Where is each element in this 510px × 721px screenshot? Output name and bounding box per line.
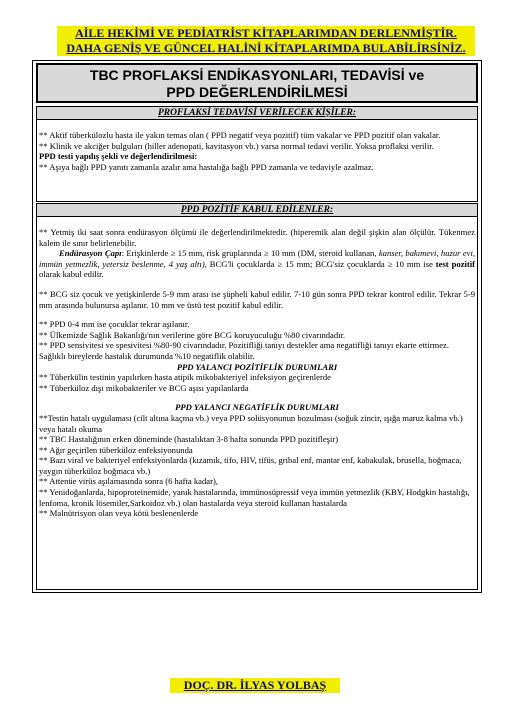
prophylaxis-para-3: ** Aşıya bağlı PPD yanıtı zamanla azalır ama hastalığa bağlı PPD zamanla ve tedaviyle azalmaz. bbox=[39, 161, 374, 172]
prophylaxis-para-1: ** Aktif tüberkülozlu hasta ile yakın temas olan ( PPD negatif veya pozitif) tüm vakalar ve PPD pozitif olan vakalar. bbox=[39, 130, 441, 140]
ppd-para-1: ** Yetmiş iki saat sonra endürasyon ölçümü ile değerlendirilmektedir. (hiperemik alan değil şişkin alan ölçülür. Tükenmez kalem ile sınır belirlenebilir. bbox=[39, 227, 475, 248]
induration-label: Endürasyon Çapı bbox=[59, 248, 122, 259]
false-negative-item-1: **Testin hatalı uygulaması (cilt altına kaçma vb.) veya PPD solüsyonunun bozulması (soğuk zincir, ışığa maruz kalma vb.) veya hatalı okuma bbox=[39, 412, 463, 434]
title-line-2: PPD DEĞERLENDİRİLMESİ bbox=[166, 84, 348, 100]
test-positive-emphasis: test pozitif bbox=[435, 258, 476, 269]
ppd-para-4: ** PPD 0-4 mm ise çocuklar tekrar aşılanır. bbox=[39, 319, 190, 330]
source-banner bbox=[57, 26, 475, 56]
author-credit: DOÇ. DR. İLYAS YOLBAŞ bbox=[170, 678, 340, 693]
false-negative-item-2: ** TBC Hastalığının erken döneminde (hastalıktan 3-8 hafta sonunda PPD pozitifleşir) bbox=[39, 434, 339, 445]
false-negative-item-3: ** Ağır geçirilen tüberküloz enfeksiyonunda bbox=[39, 444, 193, 455]
false-positive-heading: PPD YALANCI POZİTİFLİK DURUMLARI bbox=[176, 361, 338, 372]
false-negative-item-7: ** Malnütrisyon olan veya kötü beslenenlerde bbox=[39, 508, 199, 519]
ppd-para-5: ** Ülkemizde Sağlık Bakanlığı'nın verilerine göre BCG koruyuculuğu %80 civarındadır. bbox=[39, 329, 346, 340]
false-negative-item-5: ** Attenüe virüs aşılamasında sonra (6 hafta kadar), bbox=[39, 476, 218, 487]
ppd-positive-heading: PPD POZİTİF KABUL EDİLENLER: bbox=[37, 204, 477, 217]
induration-text-c: , BCG'li çocuklarda ≥ 15 mm; BCG'siz çocuklarda ≥ 10 mm ise bbox=[204, 258, 433, 269]
false-positive-item-2: ** Tüberküloz dışı mikobakteriler ve BCG aşısı yapılanlarda bbox=[39, 382, 249, 393]
ppd-induration-para bbox=[39, 248, 475, 280]
false-negative-heading: PPD YALANCI NEGATİFLİK DURUMLARI bbox=[175, 402, 339, 413]
induration-risk-groups: kanser, bakımevi, huzur evi, immün yetmezlik, yetersiz beslenme, 4 yaş altı) bbox=[39, 248, 476, 269]
prophylaxis-para-2: ** Klinik ve akciğer bulguları (hiller adenopati, kavitasyon vb.) varsa normal tedavi verilir. Yoksa proflaksi verilir. bbox=[39, 140, 434, 151]
title-line-1: TBC PROFLAKSİ ENDİKASYONLARI, TEDAVİSİ ve bbox=[89, 67, 425, 83]
page-title bbox=[36, 63, 478, 103]
false-positive-item-1: ** Tüberkülin testinin yapılırken hasta atipik mikobakteriyel infeksiyon geçirenlerde bbox=[39, 372, 331, 383]
false-negative-item-6: ** Yenidoğanlarda, hipoproteinemide, yanık hastalarında, immünosüpressif veya immün yetmezlik (KBY, Hodgkin hastalığı, lenfoma, kronik lösemiler,Sarkoidoz vb.) olan hastalarda veya steroid kullanan hastalarda bbox=[39, 487, 470, 508]
induration-text-e: olarak kabul edilir. bbox=[39, 269, 104, 280]
ppd-para-6: ** PPD sensivitesi ve spesivitesi %80-90 civarındadır. Pozitifliği tanıyı destekler ama negatifliği tanıyı ekarte ettirmez. Sağlıklı bireylerde hastalık durumunda %10 negatiflik olabilir. bbox=[39, 340, 450, 361]
induration-text-a: : Erişkinlerde ≥ 15 mm, risk gruplarında ≥ 10 mm (DM, steroid kullanan, bbox=[121, 248, 377, 259]
false-negative-item-4: ** Bazı viral ve bakteriyel enfeksiyonlarda (kızamık, tifo, HIV, tifüs, gribal enf, mantar enf, kabakulak, brusella, boğmaca, yaygın tüberküloz boğmaca vb.) bbox=[39, 455, 462, 476]
banner-line-1: AİLE HEKİMİ VE PEDİATRİST KİTAPLARIMDAN DERLENMİŞTİR. bbox=[75, 26, 457, 40]
prophylaxis-section bbox=[36, 106, 478, 202]
prophylaxis-heading: PROFLAKSİ TEDAVİSİ VERİLECEK KİŞİLER: bbox=[37, 107, 477, 120]
ppd-positive-section bbox=[36, 203, 478, 590]
banner-line-2: DAHA GENİŞ VE GÜNCEL HALİNİ KİTAPLARIMDA BULABİLİRSİNİZ. bbox=[66, 40, 466, 55]
ppd-para-3: ** BCG siz çocuk ve yetişkinlerde 5-9 mm arası ise şüpheli kabul edilir. 7-10 gün sonra PPD tekrar kontrol edilir. Tekrar 5-9 mm arasında bulunursa aşılanır. 10 mm ve üstü test pozitif kabul edilir. bbox=[39, 288, 475, 310]
ppd-method-subheading: PPD testi yapılış şekli ve değerlendirilmesi: bbox=[39, 151, 198, 162]
